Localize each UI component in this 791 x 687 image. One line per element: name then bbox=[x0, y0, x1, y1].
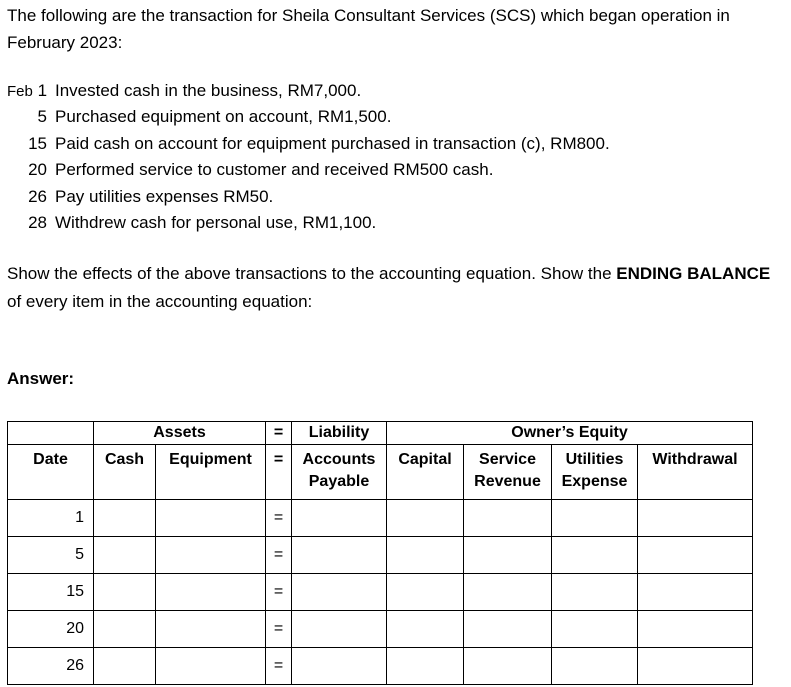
accounts-payable-cell bbox=[292, 648, 387, 685]
intro-paragraph: The following are the transaction for Sheila Consultant Services (SCS) which began operation in February 2023: bbox=[7, 6, 730, 52]
transaction-text: Pay utilities expenses RM50. bbox=[55, 186, 274, 206]
service-revenue-column-header bbox=[464, 445, 552, 500]
accounts-payable-cell bbox=[292, 611, 387, 648]
cash-cell bbox=[94, 537, 156, 574]
transaction-item bbox=[7, 104, 610, 130]
empty-header-cell bbox=[8, 422, 94, 445]
table-row bbox=[8, 537, 753, 574]
table-row bbox=[8, 611, 753, 648]
utilities-expense-cell bbox=[552, 537, 638, 574]
equals-sign: = bbox=[266, 500, 292, 537]
utilities-expense-cell bbox=[552, 574, 638, 611]
service-revenue-label: Service Revenue bbox=[474, 451, 541, 490]
withdrawal-cell bbox=[638, 611, 753, 648]
accounts-payable-label: Accounts Payable bbox=[302, 451, 376, 490]
row-date: 20 bbox=[8, 611, 94, 648]
capital-column-header: Capital bbox=[387, 445, 464, 500]
row-date: 26 bbox=[8, 648, 94, 685]
row-date: 1 bbox=[8, 500, 94, 537]
equals-sign: = bbox=[266, 611, 292, 648]
transaction-item bbox=[7, 131, 610, 157]
withdrawal-cell bbox=[638, 537, 753, 574]
withdrawal-cell bbox=[638, 500, 753, 537]
equipment-cell bbox=[156, 537, 266, 574]
service-revenue-cell bbox=[464, 537, 552, 574]
cash-cell bbox=[94, 648, 156, 685]
owners-equity-group-header: Owner’s Equity bbox=[387, 422, 753, 445]
utilities-expense-label: Utilities Expense bbox=[561, 451, 628, 490]
capital-cell bbox=[387, 574, 464, 611]
table-row bbox=[8, 574, 753, 611]
transaction-text: Purchased equipment on account, RM1,500. bbox=[55, 107, 392, 127]
instruction-paragraph bbox=[7, 260, 777, 316]
accounts-payable-cell bbox=[292, 500, 387, 537]
transaction-item bbox=[7, 157, 610, 183]
answer-label: Answer: bbox=[7, 369, 75, 388]
transaction-item bbox=[7, 184, 610, 210]
capital-cell bbox=[387, 537, 464, 574]
accounts-payable-cell bbox=[292, 574, 387, 611]
service-revenue-cell bbox=[464, 611, 552, 648]
liability-group-header: Liability bbox=[292, 422, 387, 445]
withdrawal-cell bbox=[638, 574, 753, 611]
equipment-column-header: Equipment bbox=[156, 445, 266, 500]
table-column-header-row bbox=[8, 445, 753, 500]
service-revenue-cell bbox=[464, 500, 552, 537]
capital-cell bbox=[387, 611, 464, 648]
cash-cell bbox=[94, 611, 156, 648]
date-column-header: Date bbox=[8, 445, 94, 500]
transaction-text: Paid cash on account for equipment purchased in transaction (c), RM800. bbox=[55, 133, 610, 153]
accounts-payable-column-header bbox=[292, 445, 387, 500]
transaction-day: 26 bbox=[28, 186, 47, 206]
cash-column-header: Cash bbox=[94, 445, 156, 500]
equipment-cell bbox=[156, 574, 266, 611]
transaction-date bbox=[7, 78, 55, 104]
capital-cell bbox=[387, 500, 464, 537]
service-revenue-cell bbox=[464, 648, 552, 685]
accounts-payable-cell bbox=[292, 537, 387, 574]
cash-cell bbox=[94, 500, 156, 537]
equipment-cell bbox=[156, 648, 266, 685]
transaction-day: 28 bbox=[28, 212, 47, 232]
equals-sign: = bbox=[266, 422, 292, 445]
assets-group-header: Assets bbox=[94, 422, 266, 445]
withdrawal-cell bbox=[638, 648, 753, 685]
cash-cell bbox=[94, 574, 156, 611]
withdrawal-column-header: Withdrawal bbox=[638, 445, 753, 500]
transaction-item bbox=[7, 210, 610, 236]
equals-sign: = bbox=[266, 648, 292, 685]
utilities-expense-cell bbox=[552, 611, 638, 648]
row-date: 15 bbox=[8, 574, 94, 611]
instruction-text: Show the effects of the above transactions to the accounting equation. Show the bbox=[7, 264, 617, 283]
utilities-expense-cell bbox=[552, 648, 638, 685]
transaction-list bbox=[7, 78, 610, 236]
accounting-equation-table bbox=[7, 421, 753, 685]
utilities-expense-column-header bbox=[552, 445, 638, 500]
transaction-item bbox=[7, 78, 610, 104]
row-date: 5 bbox=[8, 537, 94, 574]
transaction-day: 5 bbox=[37, 107, 47, 127]
equals-sign: = bbox=[266, 537, 292, 574]
table-row bbox=[8, 648, 753, 685]
transaction-text: Performed service to customer and received RM500 cash. bbox=[55, 160, 494, 180]
table-row bbox=[8, 500, 753, 537]
equipment-cell bbox=[156, 500, 266, 537]
transaction-text: Invested cash in the business, RM7,000. bbox=[55, 81, 362, 100]
equipment-cell bbox=[156, 611, 266, 648]
instruction-emphasis: ENDING BALANCE bbox=[616, 264, 771, 283]
equals-sign: = bbox=[266, 445, 292, 500]
equals-sign: = bbox=[266, 574, 292, 611]
transaction-text: Withdrew cash for personal use, RM1,100. bbox=[55, 212, 377, 232]
table-group-header-row bbox=[8, 422, 753, 445]
capital-cell bbox=[387, 648, 464, 685]
transaction-day: 20 bbox=[28, 160, 47, 180]
utilities-expense-cell bbox=[552, 500, 638, 537]
transaction-month: Feb bbox=[7, 83, 33, 100]
service-revenue-cell bbox=[464, 574, 552, 611]
transaction-day: 15 bbox=[28, 133, 47, 153]
instruction-text-end: of every item in the accounting equation: bbox=[7, 292, 313, 311]
transaction-day: 1 bbox=[37, 81, 48, 100]
